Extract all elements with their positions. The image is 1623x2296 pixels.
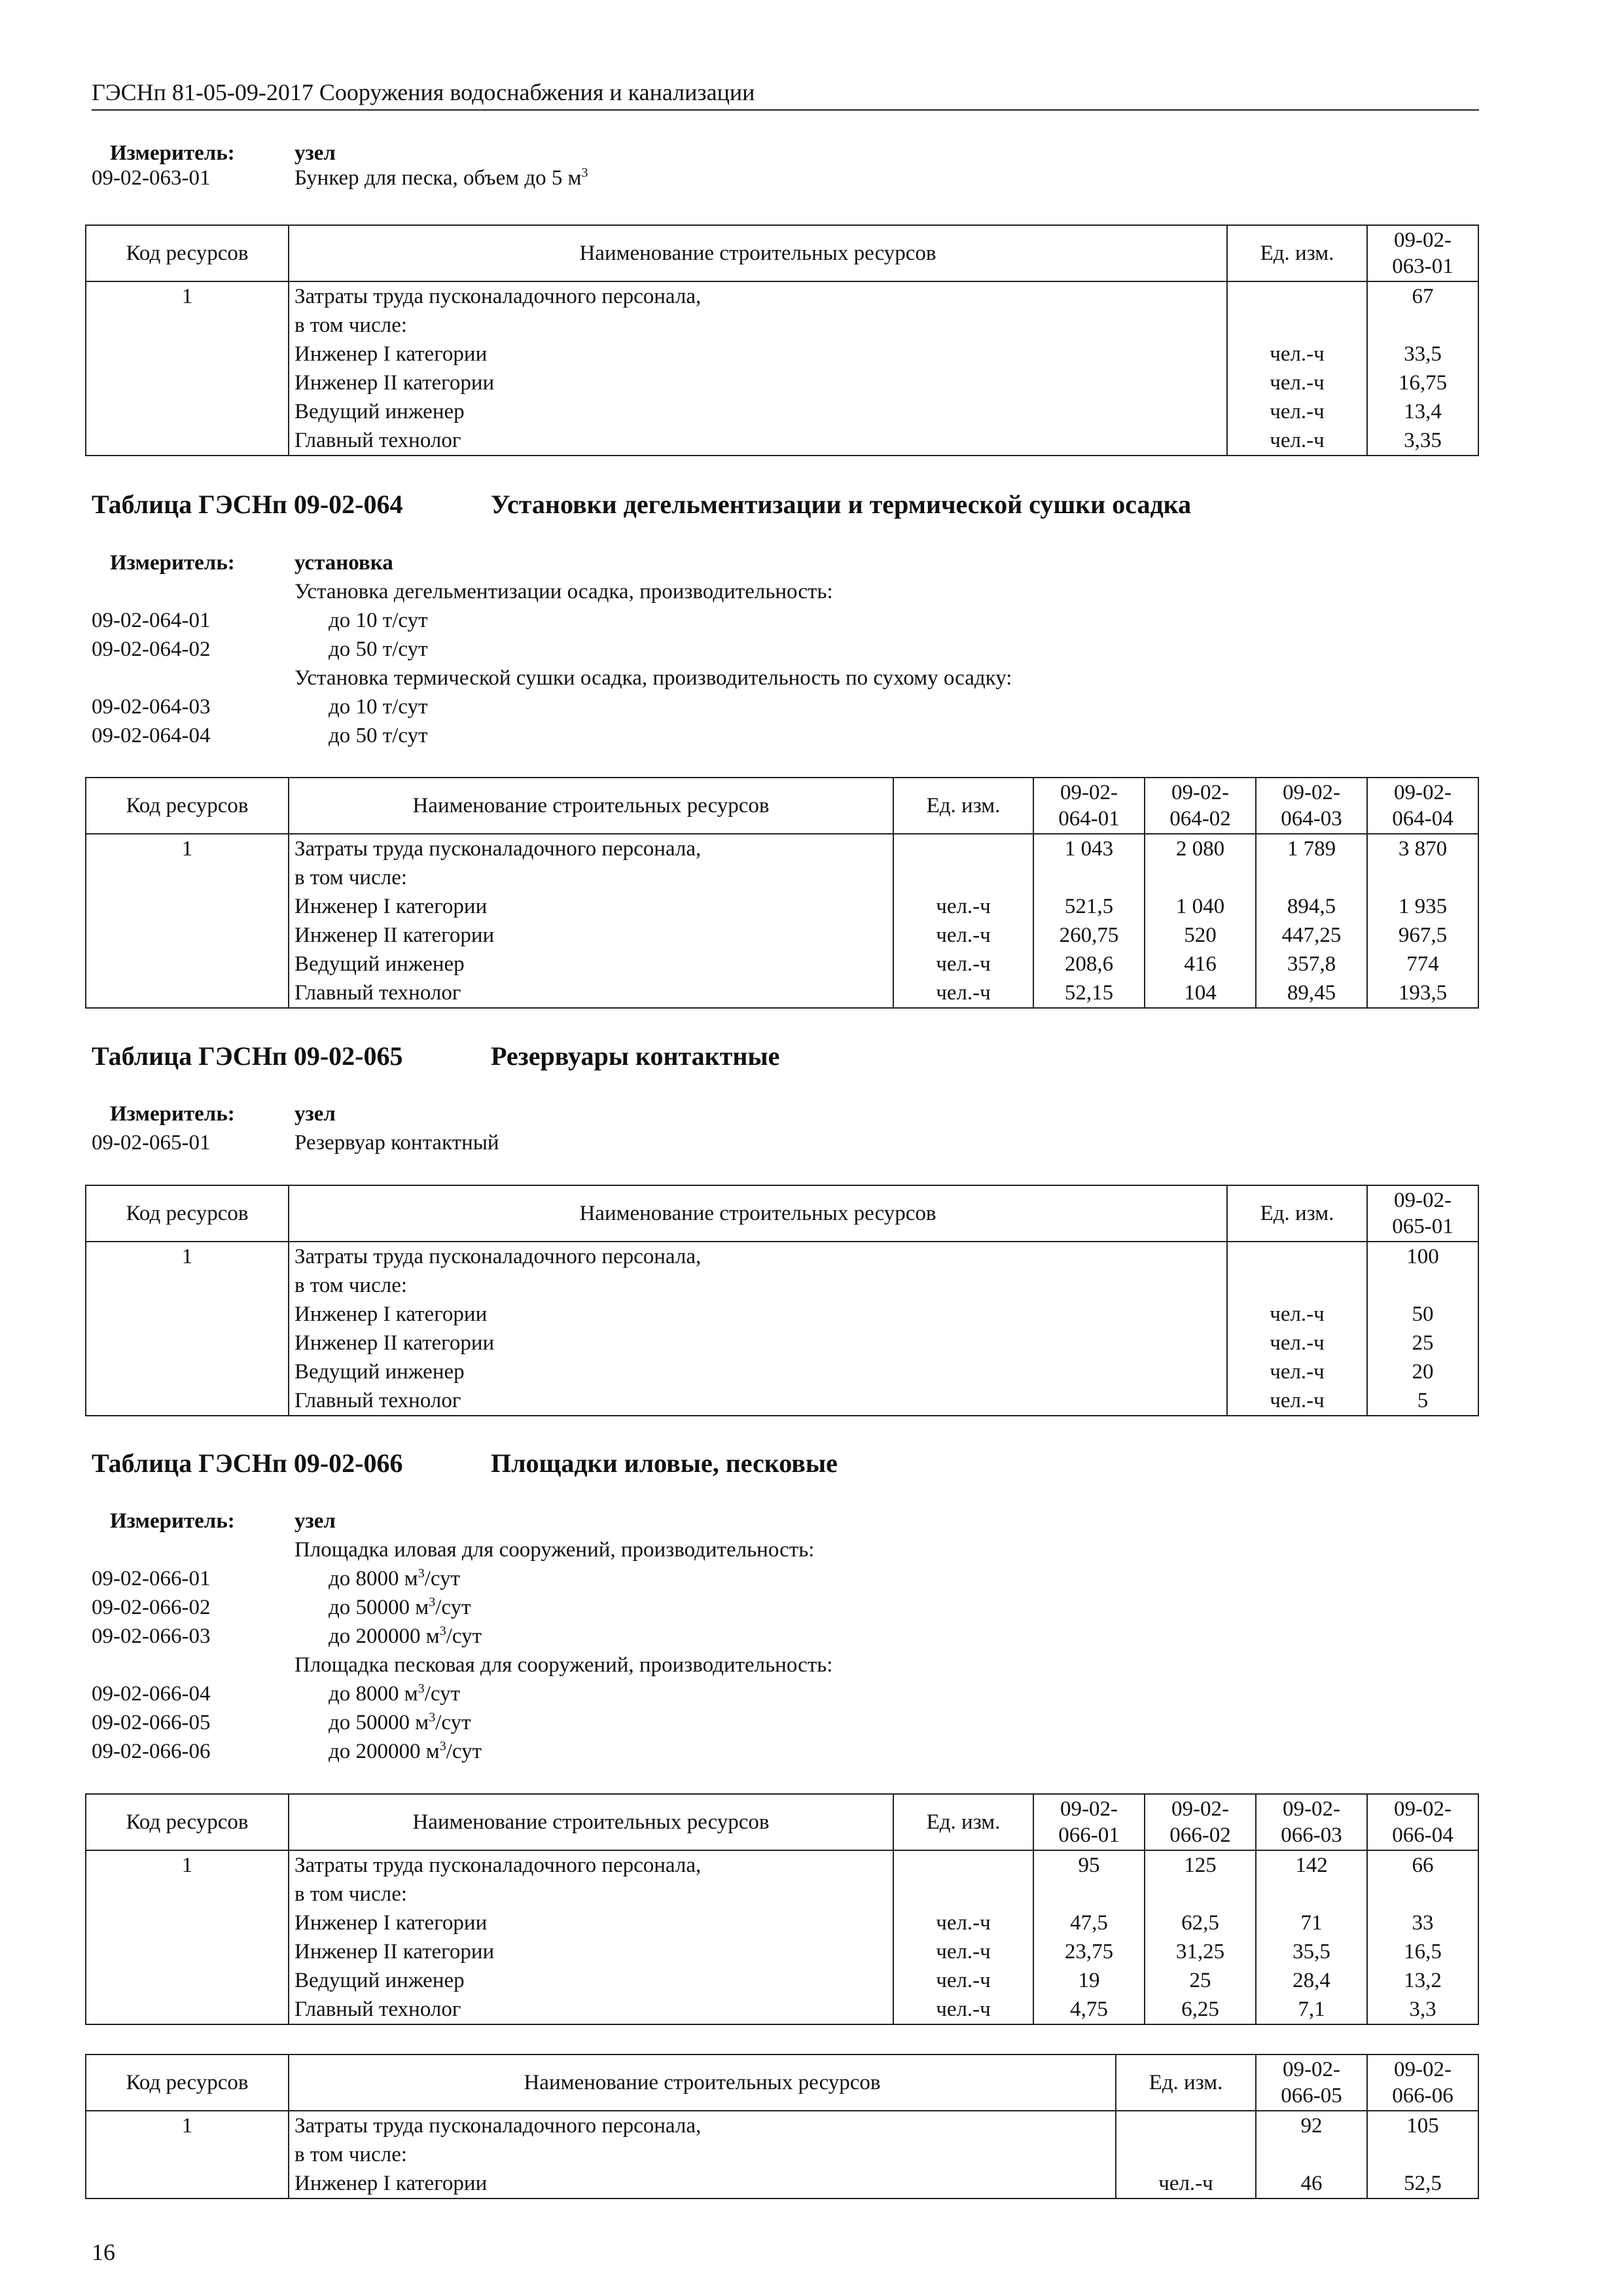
resource-units: чел.-ч чел.-ч чел.-ч чел.-ч [1227, 1242, 1367, 1416]
item-desc: до 50000 $м^3$/сут [329, 1595, 471, 1619]
measure-value: узел [294, 1102, 336, 1126]
col-header-norm: 09-02- 066-03 [1256, 1794, 1367, 1850]
resource-values: 1 789 894,5 447,25 357,8 89,45 [1256, 834, 1367, 1008]
item-desc: до 8000 $м^3$/сут [329, 1681, 460, 1706]
group-desc: Площадка песковая для сооружений, производительность: [294, 1653, 833, 1677]
resource-code: 1 [86, 1242, 289, 1416]
measure-value: узел [294, 141, 336, 165]
item-code: 09-02-064-01 [92, 609, 211, 632]
resource-values: 3 870 1 935 967,5 774 193,5 [1367, 834, 1478, 1008]
item-code: 09-02-064-02 [92, 637, 211, 661]
item-code: 09-02-066-01 [92, 1567, 211, 1590]
resource-values: 2 080 1 040 520 416 104 [1145, 834, 1256, 1008]
col-header-norm: 09-02- 066-05 [1256, 2054, 1367, 2111]
resource-values: 100 50 25 20 5 [1367, 1242, 1478, 1416]
item-desc: до 50 т/сут [329, 724, 428, 747]
col-header-unit: Ед. изм. [1116, 2054, 1256, 2111]
col-header-name: Наименование строительных ресурсов [289, 1794, 893, 1850]
resource-units: чел.-ч чел.-ч чел.-ч чел.-ч [893, 834, 1033, 1008]
resource-names: Затраты труда пусконаладочного персонала, в том числе: Инженер I категории Инженер II категории Ведущий инженер Главный технолог [289, 1850, 893, 2024]
table-065 [85, 1185, 1479, 1416]
resource-values: 125 62,5 31,25 25 6,25 [1145, 1850, 1256, 2024]
item-desc: до 10 т/сут [329, 609, 428, 632]
resource-values: 1 043 521,5 260,75 208,6 52,15 [1033, 834, 1145, 1008]
col-header-code: Код ресурсов [86, 2054, 289, 2111]
measure-block-063 [92, 139, 1479, 192]
resource-names: Затраты труда пусконаладочного персонала, в том числе: Инженер I категории [289, 2111, 1116, 2198]
resource-values: 95 47,5 23,75 19 4,75 [1033, 1850, 1145, 2024]
col-header-unit: Ед. изм. [1227, 1185, 1367, 1242]
measure-value: узел [294, 1509, 336, 1533]
measure-label: Измеритель: [110, 141, 235, 165]
table-066-b [85, 2054, 1479, 2199]
measure-block-065 [92, 1100, 1479, 1157]
resource-code: 1 [86, 834, 289, 1008]
col-header-norm: 09-02- 063-01 [1367, 225, 1478, 281]
measure-block-064 [92, 548, 1479, 750]
item-desc: до 200000 $м^3$/сут [329, 1739, 482, 1763]
col-header-code: Код ресурсов [86, 1794, 289, 1850]
col-header-norm: 09-02- 066-01 [1033, 1794, 1145, 1850]
resource-values: 67 33,5 16,75 13,4 3,35 [1367, 281, 1478, 456]
resource-values: 92 46 [1256, 2111, 1367, 2198]
table-title-066: Таблица ГЭСНп 09-02-066 Площадки иловые, песковые [92, 1448, 838, 1478]
item-code: 09-02-064-03 [92, 695, 211, 719]
col-header-code: Код ресурсов [86, 778, 289, 834]
group-desc: Установка дегельментизации осадка, производительность: [294, 580, 833, 603]
item-desc: Бункер для песка, объем до 5 $м^3$ [294, 166, 588, 190]
resource-code: 1 [86, 281, 289, 456]
col-header-name: Наименование строительных ресурсов [289, 778, 893, 834]
resource-names: Затраты труда пусконаладочного персонала, в том числе: Инженер I категории Инженер II категории Ведущий инженер Главный технолог [289, 834, 893, 1008]
col-header-unit: Ед. изм. [893, 1794, 1033, 1850]
col-header-code: Код ресурсов [86, 1185, 289, 1242]
col-header-name: Наименование строительных ресурсов [289, 2054, 1116, 2111]
group-desc: Установка термической сушки осадка, производительность по сухому осадку: [294, 666, 1012, 690]
page-number: 16 [92, 2239, 115, 2265]
item-code: 09-02-066-05 [92, 1711, 211, 1734]
resource-units: чел.-ч чел.-ч чел.-ч чел.-ч [1227, 281, 1367, 456]
resource-units: чел.-ч чел.-ч чел.-ч чел.-ч [893, 1850, 1033, 2024]
item-desc: до 8000 $м^3$/сут [329, 1566, 460, 1590]
item-code: 09-02-066-03 [92, 1624, 211, 1648]
col-header-unit: Ед. изм. [893, 778, 1033, 834]
group-desc: Площадка иловая для сооружений, производительность: [294, 1538, 815, 1562]
col-header-name: Наименование строительных ресурсов [289, 1185, 1227, 1242]
resource-names: Затраты труда пусконаладочного персонала, в том числе: Инженер I категории Инженер II категории Ведущий инженер Главный технолог [289, 1242, 1227, 1416]
col-header-norm: 09-02- 066-02 [1145, 1794, 1256, 1850]
item-desc: до 200000 $м^3$/сут [329, 1624, 482, 1648]
resource-code: 1 [86, 2111, 289, 2198]
item-code: 09-02-063-01 [92, 166, 211, 190]
item-desc: до 10 т/сут [329, 695, 428, 719]
table-063 [85, 224, 1479, 456]
table-066-a [85, 1793, 1479, 2025]
measure-label: Измеритель: [110, 1102, 235, 1126]
col-header-norm: 09-02- 066-06 [1367, 2054, 1478, 2111]
measure-label: Измеритель: [110, 1509, 235, 1533]
item-code: 09-02-064-04 [92, 724, 211, 747]
measure-value: установка [294, 551, 393, 575]
resource-values: 66 33 16,5 13,2 3,3 [1367, 1850, 1478, 2024]
col-header-code: Код ресурсов [86, 225, 289, 281]
item-desc: Резервуар контактный [294, 1131, 499, 1155]
resource-names: Затраты труда пусконаладочного персонала, в том числе: Инженер I категории Инженер II категории Ведущий инженер Главный технолог [289, 281, 1227, 456]
item-code: 09-02-066-04 [92, 1682, 211, 1706]
item-desc: до 50 т/сут [329, 637, 428, 661]
measure-label: Измеритель: [110, 551, 235, 575]
resource-values: 105 52,5 [1367, 2111, 1478, 2198]
resource-values: 142 71 35,5 28,4 7,1 [1256, 1850, 1367, 2024]
col-header-name: Наименование строительных ресурсов [289, 225, 1227, 281]
table-title-064: Таблица ГЭСНп 09-02-064 Установки дегельментизации и термической сушки осадка [92, 490, 1192, 519]
item-code: 09-02-066-06 [92, 1740, 211, 1763]
page-header: ГЭСНп 81-05-09-2017 Сооружения водоснабжения и канализации [92, 77, 1479, 111]
col-header-norm: 09-02- 066-04 [1367, 1794, 1478, 1850]
item-code: 09-02-065-01 [92, 1131, 211, 1155]
item-code: 09-02-066-02 [92, 1596, 211, 1619]
table-title-065: Таблица ГЭСНп 09-02-065 Резервуары контактные [92, 1041, 780, 1071]
col-header-norm: 09-02- 064-03 [1256, 778, 1367, 834]
col-header-norm: 09-02- 065-01 [1367, 1185, 1478, 1242]
col-header-norm: 09-02- 064-02 [1145, 778, 1256, 834]
table-064 [85, 777, 1479, 1009]
resource-code: 1 [86, 1850, 289, 2024]
item-desc: до 50000 $м^3$/сут [329, 1710, 471, 1734]
col-header-unit: Ед. изм. [1227, 225, 1367, 281]
resource-units: чел.-ч [1116, 2111, 1256, 2198]
col-header-norm: 09-02- 064-04 [1367, 778, 1478, 834]
col-header-norm: 09-02- 064-01 [1033, 778, 1145, 834]
measure-block-066 [92, 1507, 1479, 1766]
